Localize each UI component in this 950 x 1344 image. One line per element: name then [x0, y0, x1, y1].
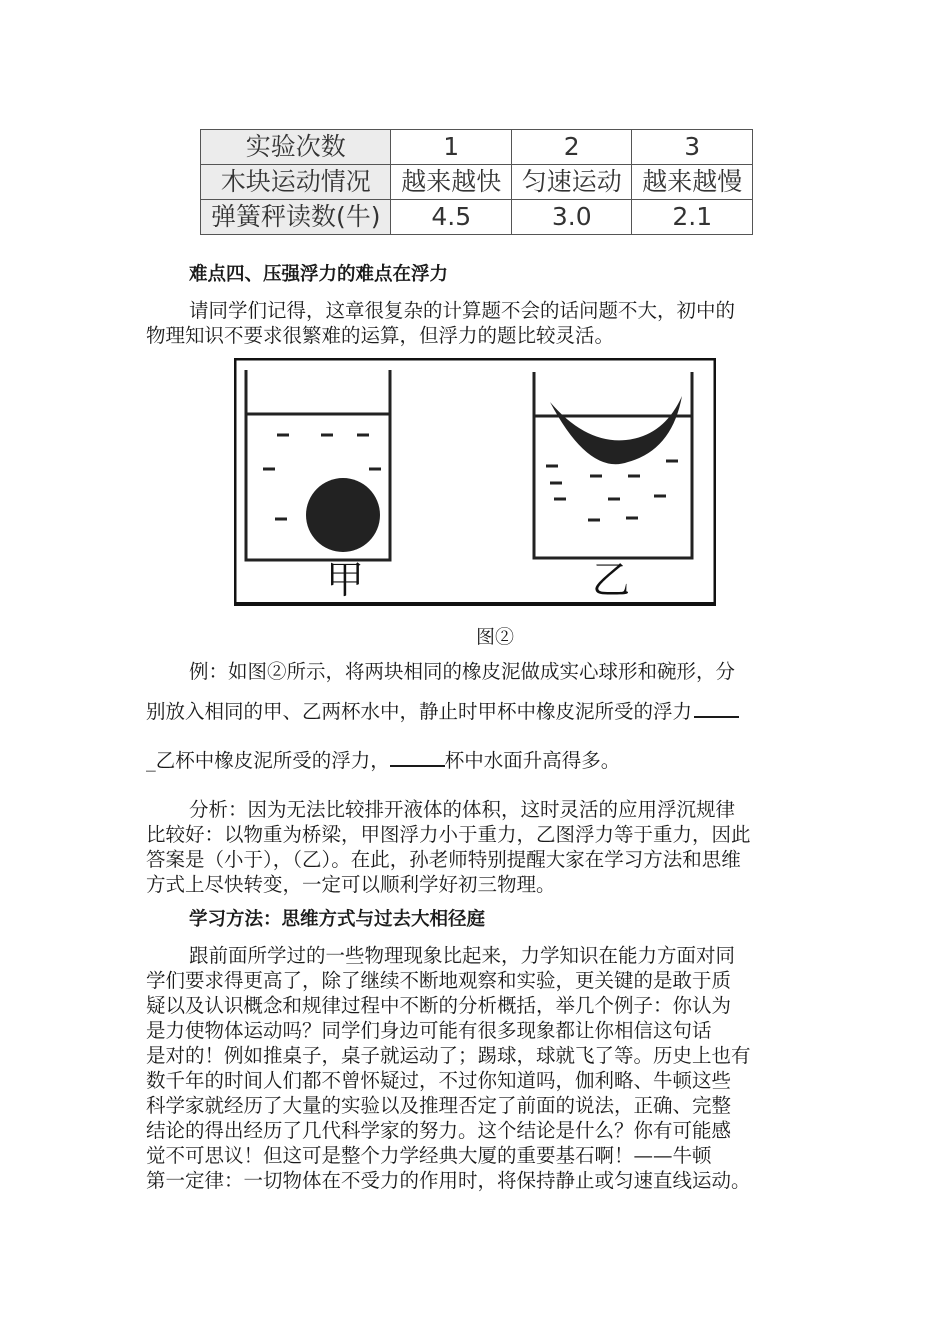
body-line: 是对的！例如推桌子，桌子就运动了；踢球，球就飞了等。历史上也有 — [146, 1044, 751, 1067]
table-cell: 木块运动情况 — [201, 165, 391, 200]
figure-label-left: 甲 — [325, 558, 365, 602]
body-line: 觉不可思议！但这可是整个力学经典大厦的重要基石啊！——牛顿 — [146, 1144, 712, 1167]
body-line: 第一定律：一切物体在不受力的作用时，将保持静止或匀速直线运动。 — [146, 1169, 751, 1192]
table-cell: 4.5 — [391, 200, 512, 235]
paragraph-line: 物理知识不要求很繁难的运算，但浮力的题比较灵活。 — [146, 324, 615, 347]
table-row — [201, 165, 753, 200]
analysis-line: 答案是（小于），（乙）。在此，孙老师特别提醒大家在学习方法和思维 — [146, 848, 741, 871]
analysis-line: 比较好：以物重为桥梁，甲图浮力小于重力，乙图浮力等于重力，因此 — [146, 823, 751, 846]
table-cell: 实验次数 — [201, 130, 391, 165]
table-cell: 2 — [511, 130, 632, 165]
example-text: _乙杯中橡皮泥所受的浮力， — [146, 749, 390, 772]
experiment-table — [200, 129, 753, 235]
answer-blank — [694, 697, 739, 718]
figure-caption: 图② — [476, 626, 515, 648]
section-heading: 难点四、压强浮力的难点在浮力 — [189, 264, 449, 285]
section-heading: 学习方法：思维方式与过去大相径庭 — [189, 909, 486, 930]
paragraph-line: 请同学们记得，这章很复杂的计算题不会的话问题不大，初中的 — [189, 299, 736, 322]
answer-blank — [390, 746, 445, 767]
figure-label-right: 乙 — [591, 558, 631, 602]
body-line: 学们要求得更高了，除了继续不断地观察和实验，更关键的是敢于质 — [146, 969, 732, 992]
table-cell: 弹簧秤读数(牛) — [201, 200, 391, 235]
table-cell: 3 — [632, 130, 753, 165]
buoyancy-figure — [234, 358, 716, 606]
solid-clay-ball — [306, 478, 380, 552]
example-text: 别放入相同的甲、乙两杯水中，静止时甲杯中橡皮泥所受的浮力 — [146, 700, 693, 723]
table-cell: 2.1 — [632, 200, 753, 235]
body-line: 结论的得出经历了几代科学家的努力。这个结论是什么？你有可能感 — [146, 1119, 732, 1142]
body-line: 疑以及认识概念和规律过程中不断的分析概括，举几个例子：你认为 — [146, 994, 732, 1017]
example-line — [146, 697, 739, 724]
analysis-line: 方式上尽快转变，一定可以顺利学好初三物理。 — [146, 873, 556, 896]
example-line — [146, 746, 620, 773]
body-line: 科学家就经历了大量的实验以及推理否定了前面的说法，正确、完整 — [146, 1094, 732, 1117]
table-cell: 1 — [391, 130, 512, 165]
body-line: 数千年的时间人们都不曾怀疑过，不过你知道吗，伽利略、牛顿这些 — [146, 1069, 732, 1092]
example-line: 例：如图②所示，将两块相同的橡皮泥做成实心球形和碗形，分 — [189, 660, 736, 683]
table-row — [201, 200, 753, 235]
body-line: 跟前面所学过的一些物理现象比起来，力学知识在能力方面对同 — [189, 944, 736, 967]
figure-frame — [234, 358, 716, 606]
table-cell: 3.0 — [511, 200, 632, 235]
table-cell: 匀速运动 — [511, 165, 632, 200]
table-cell: 越来越快 — [391, 165, 512, 200]
table-row — [201, 130, 753, 165]
body-line: 是力使物体运动吗？同学们身边可能有很多现象都让你相信这句话 — [146, 1019, 712, 1042]
example-text: 杯中水面升高得多。 — [444, 749, 621, 772]
table-cell: 越来越慢 — [632, 165, 753, 200]
analysis-line: 分析：因为无法比较排开液体的体积，这时灵活的应用浮沉规律 — [189, 798, 736, 821]
